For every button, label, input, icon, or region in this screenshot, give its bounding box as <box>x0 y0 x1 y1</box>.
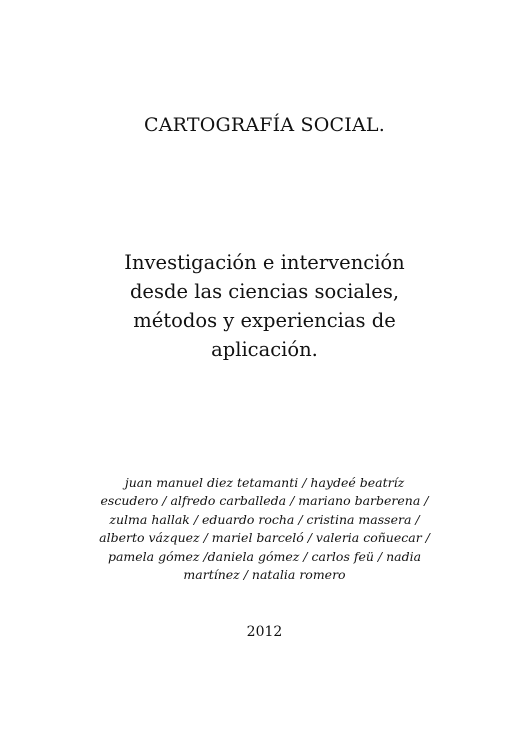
author-line: pamela gómez /daniela gómez / carlos feü / nadia <box>107 548 422 564</box>
author-line: escudero / alfredo carballeda / mariano barberena / <box>100 493 429 509</box>
subtitle-line: métodos y experiencias de <box>133 309 396 332</box>
publication-year: 2012 <box>246 624 283 640</box>
subtitle-line: desde las ciencias sociales, <box>129 280 400 303</box>
author-line: juan manuel diez tetamanti / haydeé beatríz <box>124 475 405 490</box>
book-subtitle <box>80 248 449 364</box>
author-line: martínez / natalia romero <box>183 567 346 583</box>
author-line: zulma hallak / eduardo rocha / cristina massera / <box>109 511 420 527</box>
subtitle-line: aplicación. <box>211 338 318 361</box>
subtitle-line: Investigación e intervención <box>124 251 405 274</box>
book-title: CARTOGRAFÍA SOCIAL. <box>144 114 385 136</box>
author-list <box>70 474 459 584</box>
author-line: alberto vázquez / mariel barceló / valeria coñuecar / <box>99 530 430 546</box>
